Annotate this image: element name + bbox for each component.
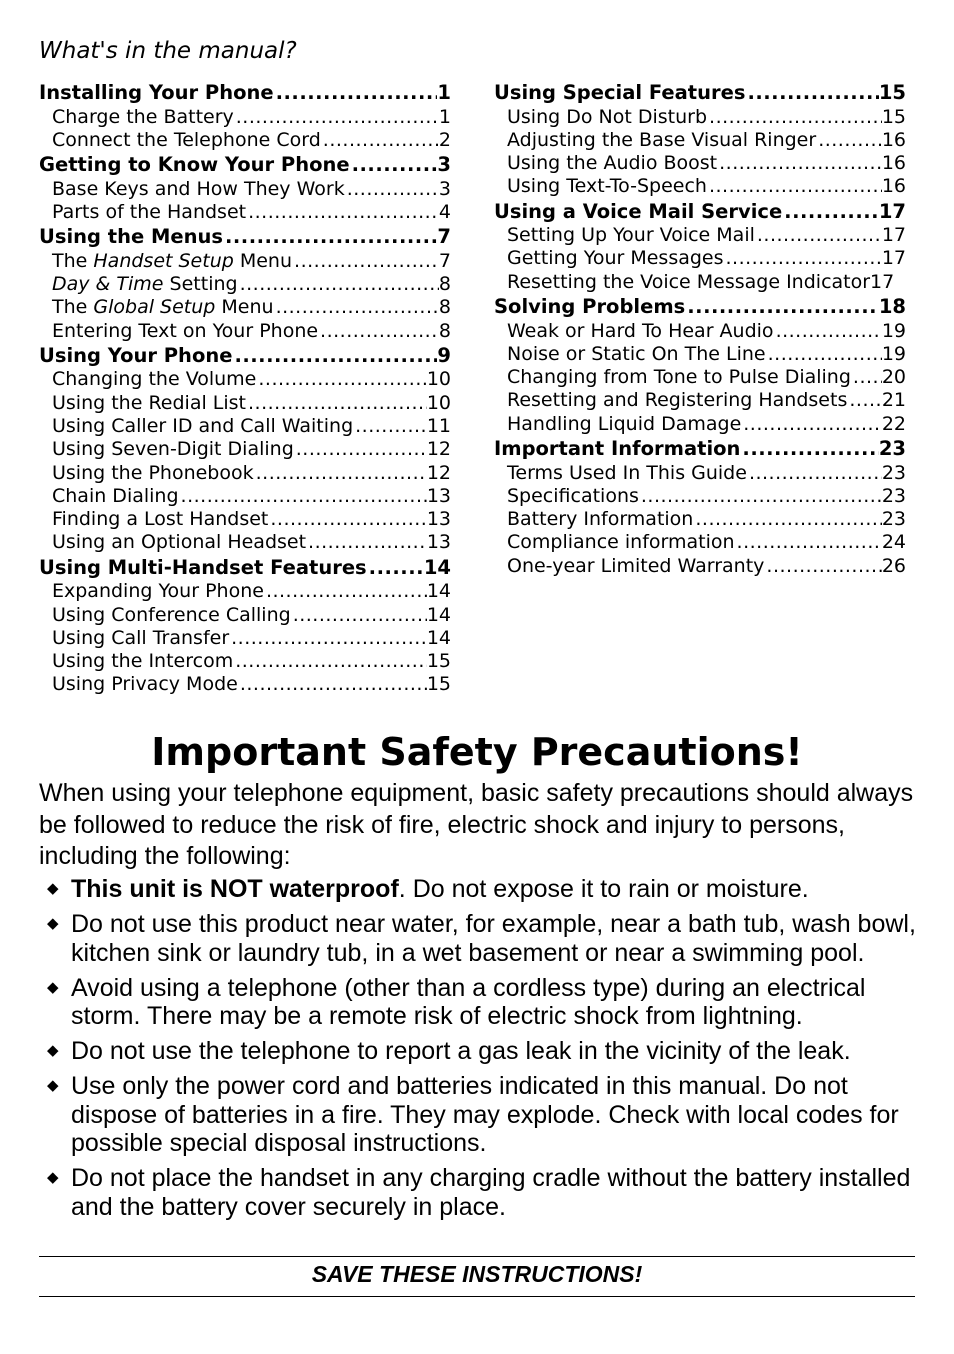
toc-entry-text: Using Privacy Mode — [52, 673, 238, 696]
leader-dots — [774, 320, 882, 343]
toc-section — [39, 152, 451, 224]
toc-section — [494, 80, 906, 199]
toc-entry[interactable] — [494, 531, 906, 554]
diamond-bullet-icon: ◆ — [47, 1169, 59, 1186]
toc-page-number: 13 — [426, 508, 451, 531]
toc-page-number: 23 — [881, 461, 906, 484]
toc-page-number: 23 — [881, 484, 906, 507]
toc-entry-title — [52, 531, 306, 554]
leader-dots — [724, 247, 882, 270]
toc-page-number: 3 — [438, 177, 451, 200]
toc-entry-title — [52, 508, 268, 531]
toc-entry[interactable] — [494, 152, 906, 175]
toc-page-number: 8 — [438, 319, 451, 342]
toc-entry-title — [507, 531, 735, 554]
toc-entry[interactable] — [494, 106, 906, 129]
toc-entry[interactable] — [494, 508, 906, 531]
toc-entry-title — [507, 555, 764, 578]
safety-bullet — [39, 1072, 919, 1158]
toc-entry-text: Specifications — [507, 484, 639, 507]
toc-entry[interactable] — [494, 175, 906, 198]
leader-dots — [274, 80, 438, 106]
toc-section-heading[interactable] — [494, 80, 906, 106]
leader-dots — [740, 436, 878, 462]
toc-page-number: 1 — [437, 81, 451, 104]
toc-page-number: 16 — [881, 175, 906, 198]
toc-entry-text: Handling Liquid Damage — [507, 412, 742, 435]
toc-section-heading[interactable] — [39, 343, 451, 369]
leader-dots — [292, 250, 439, 273]
toc-entry-title — [507, 485, 639, 508]
toc-page-number: 17 — [881, 247, 906, 270]
toc-entry-italic-text: Day & Time — [52, 272, 164, 295]
toc-page-number: 16 — [881, 128, 906, 151]
toc-entry-text: Adjusting the Base Visual Ringer — [507, 128, 817, 151]
toc-entry-title — [507, 152, 717, 175]
toc-entry[interactable] — [494, 320, 906, 343]
toc-page-number: 10 — [426, 368, 451, 391]
toc-entry-title — [52, 368, 256, 391]
toc-section — [494, 199, 906, 294]
toc-entry-title — [52, 627, 229, 650]
toc-page-number: 1 — [438, 105, 451, 128]
toc-entry[interactable] — [39, 485, 451, 508]
toc-section-title: Using the Menus — [39, 225, 223, 249]
toc-page-number: 23 — [881, 508, 906, 531]
toc-page-number: 17 — [881, 224, 906, 247]
toc-entry-title — [52, 650, 233, 673]
toc-section-heading[interactable] — [494, 436, 906, 462]
toc-entry-title — [52, 296, 274, 319]
toc-page-number: 20 — [881, 366, 906, 389]
toc-entry-text: Using Seven-Digit Dialing — [52, 438, 294, 461]
toc-page-number: 9 — [437, 343, 451, 367]
toc-section — [39, 80, 451, 152]
safety-bullet — [39, 974, 919, 1031]
toc-entry-text: Resetting and Registering Handsets — [507, 389, 848, 412]
toc-entry-text: Menu — [215, 296, 274, 319]
toc-entry[interactable] — [39, 415, 451, 438]
safety-list — [39, 875, 919, 1228]
toc-entry[interactable] — [494, 343, 906, 366]
leader-dots — [693, 508, 881, 531]
leader-dots — [246, 201, 439, 224]
toc-entry[interactable] — [39, 320, 451, 343]
toc-entry[interactable] — [39, 129, 451, 152]
bullet-text: Do not use the telephone to report a gas leak in the vicinity of the leak. — [71, 1037, 851, 1065]
toc-section-title: Using Special Features — [494, 81, 746, 104]
toc-page-number: 8 — [438, 296, 451, 319]
toc-entry-text: Compliance information — [507, 531, 735, 554]
toc-section-title: Installing Your Phone — [39, 81, 274, 104]
toc-entry[interactable] — [494, 271, 906, 294]
toc-page-number: 7 — [437, 225, 451, 249]
leader-dots — [294, 438, 427, 461]
toc-page-number: 19 — [881, 319, 906, 342]
toc-entry-text: Using Caller ID and Call Waiting — [52, 414, 354, 437]
leader-dots — [306, 531, 427, 554]
leader-dots — [321, 129, 439, 152]
toc-entry[interactable] — [494, 366, 906, 389]
toc-section — [494, 294, 906, 436]
toc-entry[interactable] — [39, 296, 451, 319]
leader-dots — [318, 320, 439, 343]
toc-entry-text: Charge the Battery — [52, 105, 234, 128]
toc-entry-text: Battery Information — [507, 508, 694, 531]
toc-entry[interactable] — [39, 531, 451, 554]
leader-dots — [179, 485, 427, 508]
toc-entry-text: Terms Used In This Guide — [507, 461, 747, 484]
toc-section — [494, 436, 906, 578]
divider-top — [39, 1256, 915, 1257]
toc-entry-text: Using an Optional Headset — [52, 531, 307, 554]
toc-section-heading[interactable] — [39, 152, 451, 178]
toc-entry-text: Changing from Tone to Pulse Dialing — [507, 366, 851, 389]
toc-entry[interactable] — [494, 555, 906, 578]
toc-entry-title — [507, 366, 851, 389]
toc-entry[interactable] — [494, 485, 906, 508]
toc-entry-text: Changing the Volume — [52, 368, 257, 391]
toc-entry-text: Setting Up Your Voice Mail — [507, 224, 755, 247]
toc-entry-title — [507, 224, 755, 247]
toc-entry[interactable] — [494, 413, 906, 436]
toc-entry-title — [507, 508, 693, 531]
toc-entry-text: Getting Your Messages — [507, 247, 724, 270]
toc-entry[interactable] — [494, 462, 906, 485]
leader-dots — [246, 392, 427, 415]
toc-entry-title — [507, 247, 724, 270]
toc-entry[interactable] — [39, 650, 451, 673]
toc-entry-text: Connect the Telephone Cord — [52, 128, 321, 151]
leader-dots — [707, 175, 882, 198]
save-instructions: SAVE THESE INSTRUCTIONS! — [311, 1261, 643, 1287]
toc-entry-title — [507, 462, 747, 485]
toc-entry-text: Using the Audio Boost — [507, 152, 718, 175]
toc-entry-text: The — [52, 249, 94, 272]
leader-dots — [816, 129, 882, 152]
leader-dots — [264, 580, 427, 603]
diamond-bullet-icon: ◆ — [47, 915, 59, 932]
toc-entry-text: Expanding Your Phone — [52, 580, 264, 603]
toc-page-number: 2 — [438, 128, 451, 151]
safety-bullet — [39, 1164, 919, 1221]
safety-bullet — [39, 910, 919, 967]
diamond-bullet-icon: ◆ — [47, 978, 59, 996]
toc-entry-title — [52, 438, 294, 461]
toc-entry[interactable] — [39, 580, 451, 603]
toc-entry-title — [52, 129, 321, 152]
toc-page-number: 4 — [438, 200, 451, 223]
toc-entry-title — [52, 462, 254, 485]
toc-entry-title — [52, 273, 238, 296]
toc-entry[interactable] — [39, 273, 451, 296]
leader-dots — [268, 508, 426, 531]
leader-dots — [741, 413, 882, 436]
toc-section-title: Using a Voice Mail Service — [494, 199, 783, 223]
leader-dots — [707, 106, 882, 129]
leader-dots — [735, 531, 882, 554]
leader-dots — [766, 343, 882, 366]
toc-section-heading[interactable] — [39, 555, 451, 581]
toc-page-number: 3 — [437, 153, 451, 177]
toc-entry[interactable] — [494, 247, 906, 270]
toc-section-heading[interactable] — [39, 224, 451, 250]
toc-page-number: 13 — [426, 484, 451, 507]
toc-page-number: 13 — [426, 531, 451, 554]
leader-dots — [256, 368, 426, 391]
toc-entry[interactable] — [39, 438, 451, 461]
diamond-bullet-icon: ◆ — [47, 880, 59, 897]
bullet-text: . Do not expose it to rain or moisture. — [398, 875, 809, 903]
toc-entry[interactable] — [39, 250, 451, 273]
bullet-bold-text: This unit is NOT waterproof — [71, 875, 399, 903]
toc-entry-text: Using Conference Calling — [52, 603, 291, 626]
toc-entry-title — [52, 673, 238, 696]
leader-dots — [755, 224, 882, 247]
toc-page-number: 14 — [426, 603, 451, 626]
toc-page-number: 15 — [426, 673, 451, 696]
toc-entry-title — [52, 485, 179, 508]
toc-page-number: 21 — [881, 389, 906, 412]
toc-entry-text: Resetting the Voice Message Indicator — [507, 270, 871, 293]
toc-entry-title — [52, 178, 345, 201]
diamond-bullet-icon: ◆ — [47, 1042, 59, 1059]
toc-section-title: Important Information — [494, 437, 741, 461]
toc-section-title: Using Your Phone — [39, 343, 233, 367]
toc-section-heading[interactable] — [494, 294, 906, 320]
bullet-text: Do not use this product near water, for example, near a bath tub, wash bowl, kitchen sink or laundry tub, in a wet basement or near a swimming pool. — [71, 910, 916, 967]
toc-entry-text: Using the Intercom — [52, 650, 234, 673]
toc-section — [39, 555, 451, 697]
divider-bottom — [39, 1296, 915, 1297]
leader-dots — [353, 415, 427, 438]
toc-entry-text: Noise or Static On The Line — [507, 342, 766, 365]
leader-dots — [233, 650, 427, 673]
leader-dots — [223, 224, 437, 250]
toc-entry-text: Chain Dialing — [52, 484, 179, 507]
toc-entry-title — [507, 389, 847, 412]
toc-entry[interactable] — [39, 368, 451, 391]
leader-dots — [367, 555, 424, 581]
leader-dots — [782, 199, 879, 225]
toc-entry-title — [507, 343, 766, 366]
toc-entry-italic-text: Handset Setup — [93, 249, 234, 272]
toc-entry[interactable] — [39, 462, 451, 485]
toc-entry-title — [507, 106, 707, 129]
toc-page-number: 19 — [881, 342, 906, 365]
leader-dots — [350, 152, 438, 178]
toc-right-column — [494, 80, 906, 578]
leader-dots — [254, 462, 427, 485]
toc-entry[interactable] — [39, 627, 451, 650]
toc-page-number: 15 — [878, 81, 906, 104]
leader-dots — [229, 627, 427, 650]
toc-section-title: Getting to Know Your Phone — [39, 153, 350, 177]
safety-intro: When using your telephone equipment, basic safety precautions should always be followed to reduce the risk of fire, electric shock and injury to persons, including the following: — [39, 779, 914, 870]
toc-page-number: 14 — [426, 626, 451, 649]
toc-page-number: 23 — [878, 437, 906, 461]
toc-page-number: 10 — [426, 391, 451, 414]
toc-page-number: 17 — [870, 270, 895, 293]
toc-entry[interactable] — [39, 178, 451, 201]
toc-page-number: 7 — [438, 249, 451, 272]
toc-entry-title — [507, 413, 741, 436]
bullet-text: Avoid using a telephone (other than a cordless type) during an electrical storm. There may be a remote risk of electric shock from lightning. — [71, 973, 866, 1030]
leader-dots — [717, 152, 882, 175]
toc-entry[interactable] — [39, 604, 451, 627]
toc-section-title: Using Multi-Handset Features — [39, 555, 367, 579]
toc-entry-italic-text: Global Setup — [93, 296, 216, 319]
leader-dots — [685, 294, 879, 320]
toc-left-column — [39, 80, 451, 697]
toc-section-title: Solving Problems — [494, 295, 686, 319]
toc-entry-title — [507, 271, 870, 294]
toc-entry-text: Weak or Hard To Hear Audio — [507, 319, 774, 342]
leader-dots — [291, 604, 427, 627]
toc-page-number: 12 — [426, 438, 451, 461]
toc-entry-text: One-year Limited Warranty — [507, 554, 765, 577]
toc-page-number: 22 — [881, 412, 906, 435]
leader-dots — [232, 343, 437, 369]
toc-entry[interactable] — [494, 129, 906, 152]
toc-entry-title — [52, 604, 291, 627]
toc-page-number: 11 — [426, 414, 451, 437]
toc-entry-title — [52, 580, 264, 603]
toc-entry-title — [52, 392, 246, 415]
bullet-text: Use only the power cord and batteries indicated in this manual. Do not dispose of batteries in a fire. They may explode. Check with local codes for possible special disposal instructions. — [71, 1072, 899, 1157]
toc-page-number: 15 — [426, 650, 451, 673]
toc-entry-text: Menu — [233, 249, 293, 272]
leader-dots — [639, 485, 882, 508]
leader-dots — [847, 389, 881, 412]
toc-entry-text: Parts of the Handset — [52, 200, 247, 223]
bullet-text: Do not place the handset in any charging cradle without the battery installed and the battery cover securely in place. — [71, 1164, 911, 1221]
toc-entry-text: Using Do Not Disturb — [507, 105, 708, 128]
toc-entry-title — [52, 106, 234, 129]
toc-entry[interactable] — [39, 392, 451, 415]
toc-page-number: 12 — [426, 461, 451, 484]
toc-entry-text: Base Keys and How They Work — [52, 177, 345, 200]
diamond-bullet-icon: ◆ — [47, 1077, 59, 1094]
toc-entry-text: Using the Redial List — [52, 391, 246, 414]
toc-entry-title — [52, 415, 353, 438]
toc-section-heading[interactable] — [494, 199, 906, 225]
toc-entry-text: Finding a Lost Handset — [52, 508, 269, 531]
toc-section — [39, 224, 451, 343]
toc-entry[interactable] — [39, 508, 451, 531]
toc-page-number: 24 — [881, 531, 906, 554]
toc-section — [39, 343, 451, 555]
toc-entry-text: The — [52, 296, 94, 319]
leader-dots — [238, 673, 427, 696]
leader-dots — [764, 555, 881, 578]
toc-entry-title — [52, 250, 292, 273]
toc-section-heading[interactable] — [39, 80, 451, 106]
toc-entry-title — [507, 129, 816, 152]
leader-dots — [747, 462, 882, 485]
toc-entry-title — [52, 201, 246, 224]
toc-entry[interactable] — [494, 224, 906, 247]
toc-entry[interactable] — [39, 106, 451, 129]
toc-page-number: 18 — [878, 295, 906, 319]
toc-entry-title — [507, 175, 707, 198]
leader-dots — [234, 106, 439, 129]
toc-entry-title — [507, 320, 774, 343]
toc-page-number: 15 — [881, 105, 906, 128]
leader-dots — [745, 80, 878, 106]
toc-entry-text: Using the Phonebook — [52, 461, 254, 484]
toc-entry[interactable] — [39, 201, 451, 224]
toc-entry-text: Using Text-To-Speech — [507, 175, 707, 198]
toc-page-number: 14 — [423, 555, 451, 579]
toc-entry[interactable] — [494, 389, 906, 412]
toc-page-number: 16 — [881, 152, 906, 175]
toc-page-number: 17 — [878, 199, 906, 223]
safety-bullet — [39, 875, 919, 904]
safety-heading: Important Safety Precautions! — [151, 730, 803, 774]
toc-entry-text: Using Call Transfer — [52, 626, 230, 649]
toc-entry-text: Setting — [163, 272, 238, 295]
toc-entry[interactable] — [39, 673, 451, 696]
safety-bullet — [39, 1037, 919, 1066]
toc-entry-title — [52, 320, 318, 343]
leader-dots — [238, 273, 439, 296]
leader-dots — [274, 296, 439, 319]
toc-entry-text: Entering Text on Your Phone — [52, 319, 319, 342]
leader-dots — [345, 178, 439, 201]
toc-page-number: 26 — [881, 554, 906, 577]
manual-toc-title: What's in the manual? — [39, 38, 297, 64]
leader-dots — [851, 366, 882, 389]
toc-page-number: 8 — [438, 272, 451, 295]
toc-page-number: 14 — [426, 580, 451, 603]
